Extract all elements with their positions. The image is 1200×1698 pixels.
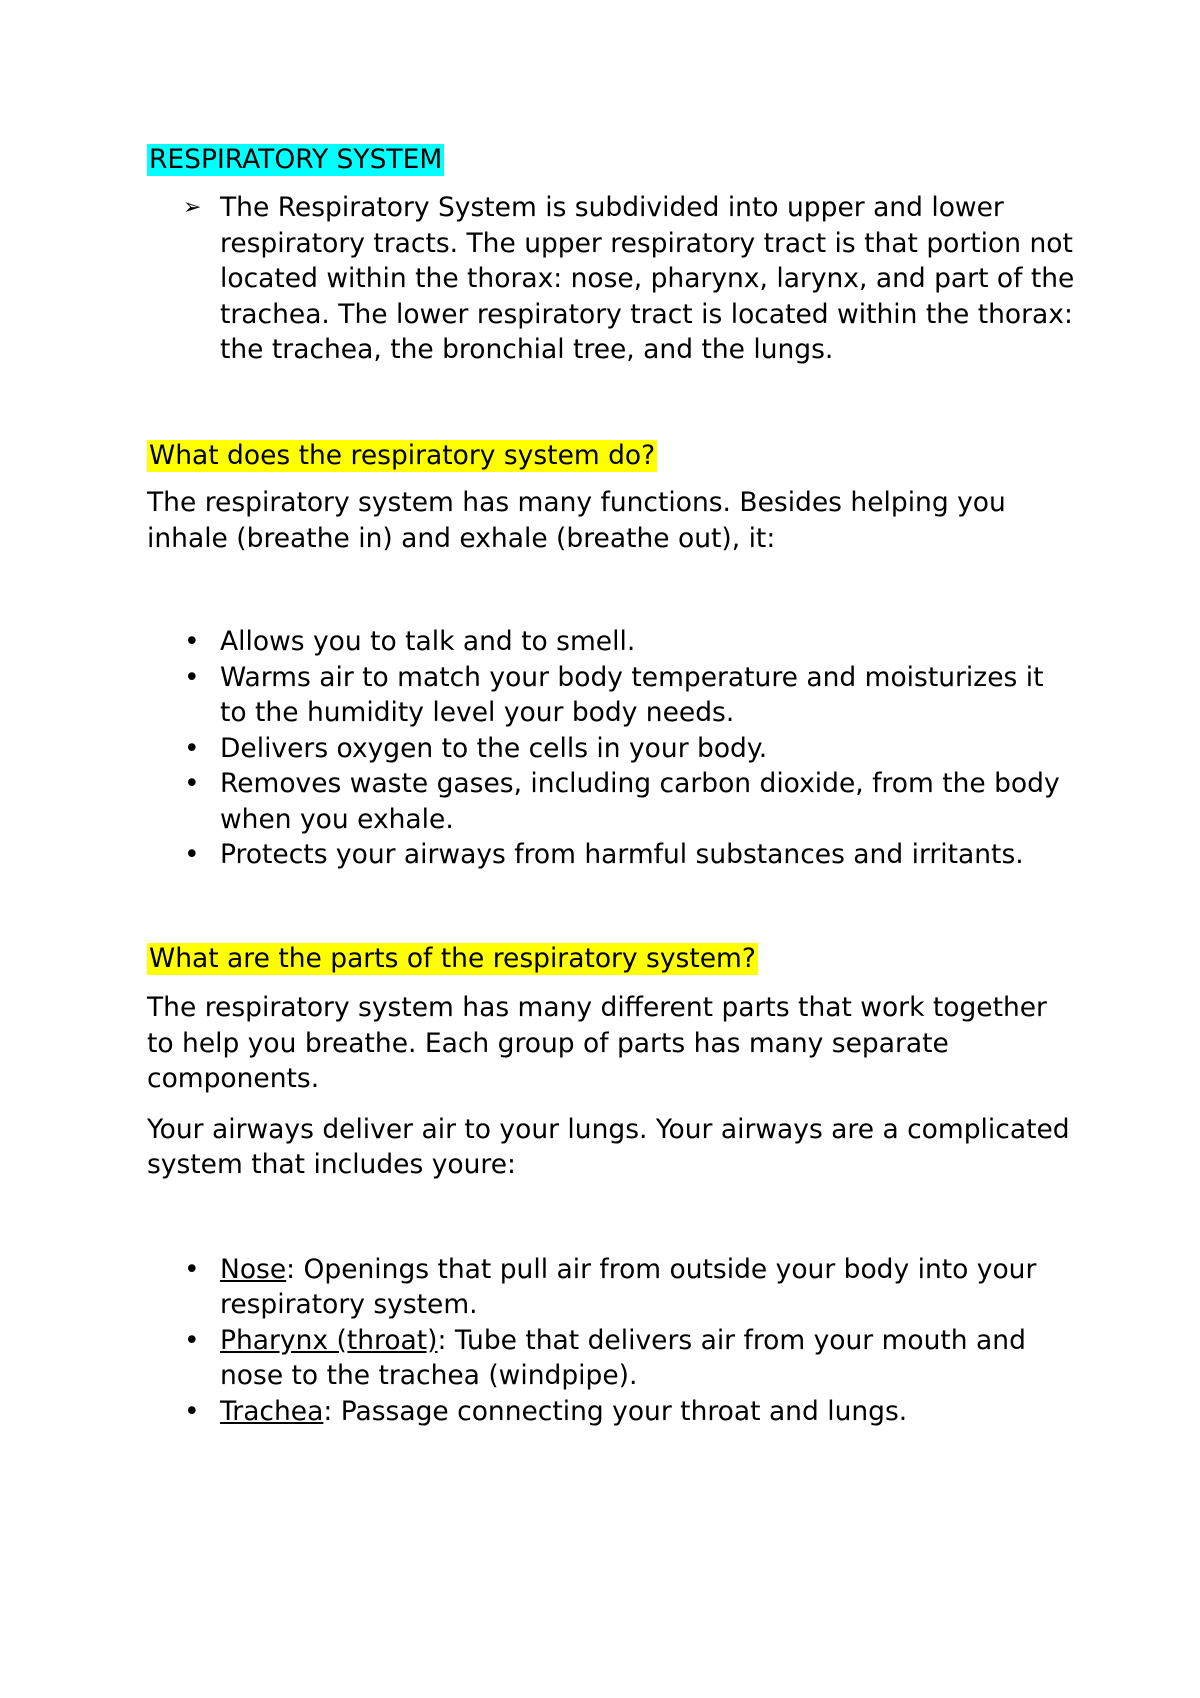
list-item-text: Allows you to talk and to smell. (220, 626, 636, 657)
bullet-dot-icon: • (184, 1324, 200, 1356)
part-description: : Tube that delivers air from your mouth and nose to the trachea (windpipe). (220, 1324, 1026, 1391)
list-item-text: Delivers oxygen to the cells in your body. (220, 732, 768, 764)
list-item (147, 624, 1077, 660)
parts-paragraph: The respiratory system has many different parts that work together to help you breathe. Each group of parts has many separate components. (147, 992, 1047, 1094)
list-item (147, 766, 1077, 837)
bullet-dot-icon: • (184, 1395, 200, 1427)
list-item (147, 731, 1077, 767)
list-item (147, 1323, 1077, 1394)
question-heading-functions (147, 438, 1077, 474)
part-term: Trachea (220, 1395, 324, 1427)
bullet-dot-icon: • (184, 661, 200, 693)
functions-paragraph: The respiratory system has many functions. Besides helping you inhale (breathe in) and exhale (breathe out), it: (147, 487, 1006, 554)
document-page (147, 142, 1077, 1429)
functions-list (147, 624, 1077, 873)
question-highlight: What does the respiratory system do? (149, 439, 656, 471)
list-item-text: Protects your airways from harmful substances and irritants. (220, 839, 1024, 870)
section-title-highlight: RESPIRATORY SYSTEM (149, 144, 443, 175)
question-highlight: What are the parts of the respiratory system? (149, 942, 756, 974)
list-item (147, 1252, 1077, 1323)
part-description: : Openings that pull air from outside your body into your respiratory system. (220, 1253, 1037, 1320)
list-item-text: Removes waste gases, including carbon dioxide, from the body when you exhale. (220, 768, 1060, 835)
arrow-bullet-icon: ➢ (183, 195, 202, 220)
bullet-dot-icon: • (184, 1253, 200, 1285)
question-heading-parts (147, 941, 1077, 977)
airways-paragraph: Your airways deliver air to your lungs. Your airways are a complicated system that includes youre: (147, 1113, 1070, 1180)
list-item (147, 660, 1077, 731)
bullet-dot-icon: • (184, 732, 200, 764)
part-description: : Passage connecting your throat and lungs. (323, 1395, 908, 1427)
intro-list (147, 190, 1077, 368)
part-term: Pharynx (throat) (220, 1324, 438, 1356)
list-item (147, 1394, 1077, 1430)
bullet-dot-icon: • (184, 768, 200, 799)
part-term: Nose (220, 1253, 287, 1285)
list-item-text: Warms air to match your body temperature and moisturizes it to the humidity level your body needs. (220, 661, 1044, 728)
intro-text: The Respiratory System is subdivided into upper and lower respiratory tracts. The upper respiratory tract is that portion not located within the thorax: nose, pharynx, larynx, and part of the trachea. The lower respiratory tract is located within the thorax: the trachea, the bronchial tree, and the lungs. (220, 192, 1075, 365)
intro-item (147, 190, 1077, 368)
section-title (147, 142, 1077, 178)
bullet-dot-icon: • (184, 839, 200, 870)
parts-list (147, 1252, 1077, 1430)
bullet-dot-icon: • (184, 626, 200, 657)
list-item (147, 837, 1077, 873)
